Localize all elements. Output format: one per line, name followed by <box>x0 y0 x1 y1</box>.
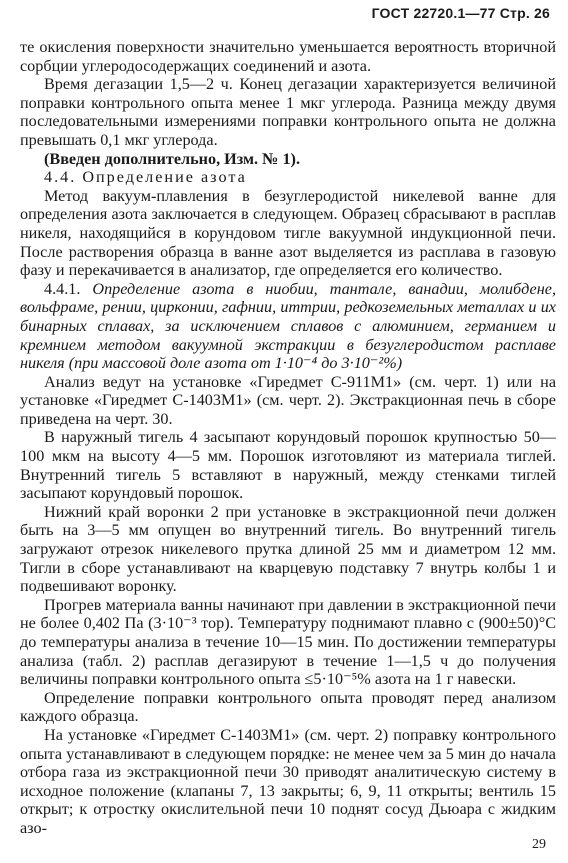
subsection-title: Определение азота в ниобии, тантале, ванадии, молибдене, вольфраме, рении, цирконии, гафнии, иттрии, редкоземельных металлах и их бинарных сплавах, за исключением сплавов с алюминием, германием и кремнием методом вакуумной экстракции в безуглеродистом расплаве никеля (при массовой доле азота от 1·10⁻⁴ до 3·10⁻²%) <box>20 279 557 373</box>
paragraph-correction: Определение поправки контрольного опыта проводят перед анализом каждого образца. <box>20 688 556 726</box>
paragraph-installation: Анализ ведут на установке «Гиредмет С-911М1» (см. черт. 1) или на установке «Гиредмет С-1403М1» (см. черт. 2). Экстракционная печь в сборе приведена на черт. 30. <box>20 372 556 428</box>
paragraph-outer-crucible: В наружный тигель 4 засыпают корундовый порошок крупностью 50—100 мкм на высоту 4—5 мм. Порошок изготовляют из материала тиглей. Внутренний тигель 5 вставляют в наружный, между стенками тиглей засыпают корундовый порошок. <box>20 428 556 503</box>
paragraph-continuation: те окисления поверхности значительно уменьшается вероятность вторичной сорбции углеродосодержащих соединений и азота. <box>20 38 556 75</box>
page-header: ГОСТ 22720.1—77 Стр. 26 <box>371 5 550 21</box>
page-number: 29 <box>532 837 546 853</box>
subsection-4-4-1 <box>20 280 556 373</box>
paragraph-heating: Прогрев материала ванны начинают при давлении в экстракционной печи не более 0,402 Па (3·10⁻³ тор). Температуру поднимают плавно с (900±50)°С до температуры анализа в течение 10—15 мин. По достижении температуры анализа (табл. 2) расплав дегазируют в течение 1—1,5 ч до получения величины поправки контрольного опыта ≤5·10⁻⁵% азота на 1 г навески. <box>20 595 556 689</box>
section-heading-4-4: 4.4. Определение азота <box>44 168 247 187</box>
paragraph-method-description: Метод вакуум-плавления в безуглеродистой никелевой ванне для определения азота заключается в следующем. Образец сбрасывают в расплав никеля, находящийся в корундовом тигле вакуумной индукционной печи. После растворения образца в ванне азот выделяется из расплава в газовую фазу и перекачивается в анализатор, где определяется его количество. <box>20 186 556 280</box>
subsection-number: 4.4.1. <box>44 279 81 298</box>
paragraph-funnel: Нижний край воронки 2 при установке в экстракционной печи должен быть на 3—5 мм опущен во внутренний тигель. Во внутренний тигель загружают отрезок никелевого прутка длиной 25 мм и диаметром 12 мм. Тигли в сборе устанавливают на кварцевую подставку 7 внутрь колбы 1 и подвешивают воронку. <box>20 502 556 596</box>
paragraph-procedure: На установке «Гиредмет С-1403М1» (см. черт. 2) поправку контрольного опыта устанавливают в следующем порядке: не менее чем за 5 мин до начала отбора газа из экстракционной печи 30 приводят аналитическую систему в исходное положение (клапаны 7, 13 закрыты; 6, 9, 11 открыты; вентиль 15 открыт; к отростку окислительной печи 10 поднят сосуд Дьюара с жидким азо- <box>20 725 556 837</box>
amendment-note: (Введен дополнительно, Изм. № 1). <box>44 149 300 168</box>
paragraph-degassing-time: Время дегазации 1,5—2 ч. Конец дегазации характеризуется величиной поправки контрольного опыта менее 1 мкг углерода. Разница между двумя последовательными измерениями поправки контрольного опыта не должна превышать 0,1 мкг углерода. <box>20 75 556 149</box>
